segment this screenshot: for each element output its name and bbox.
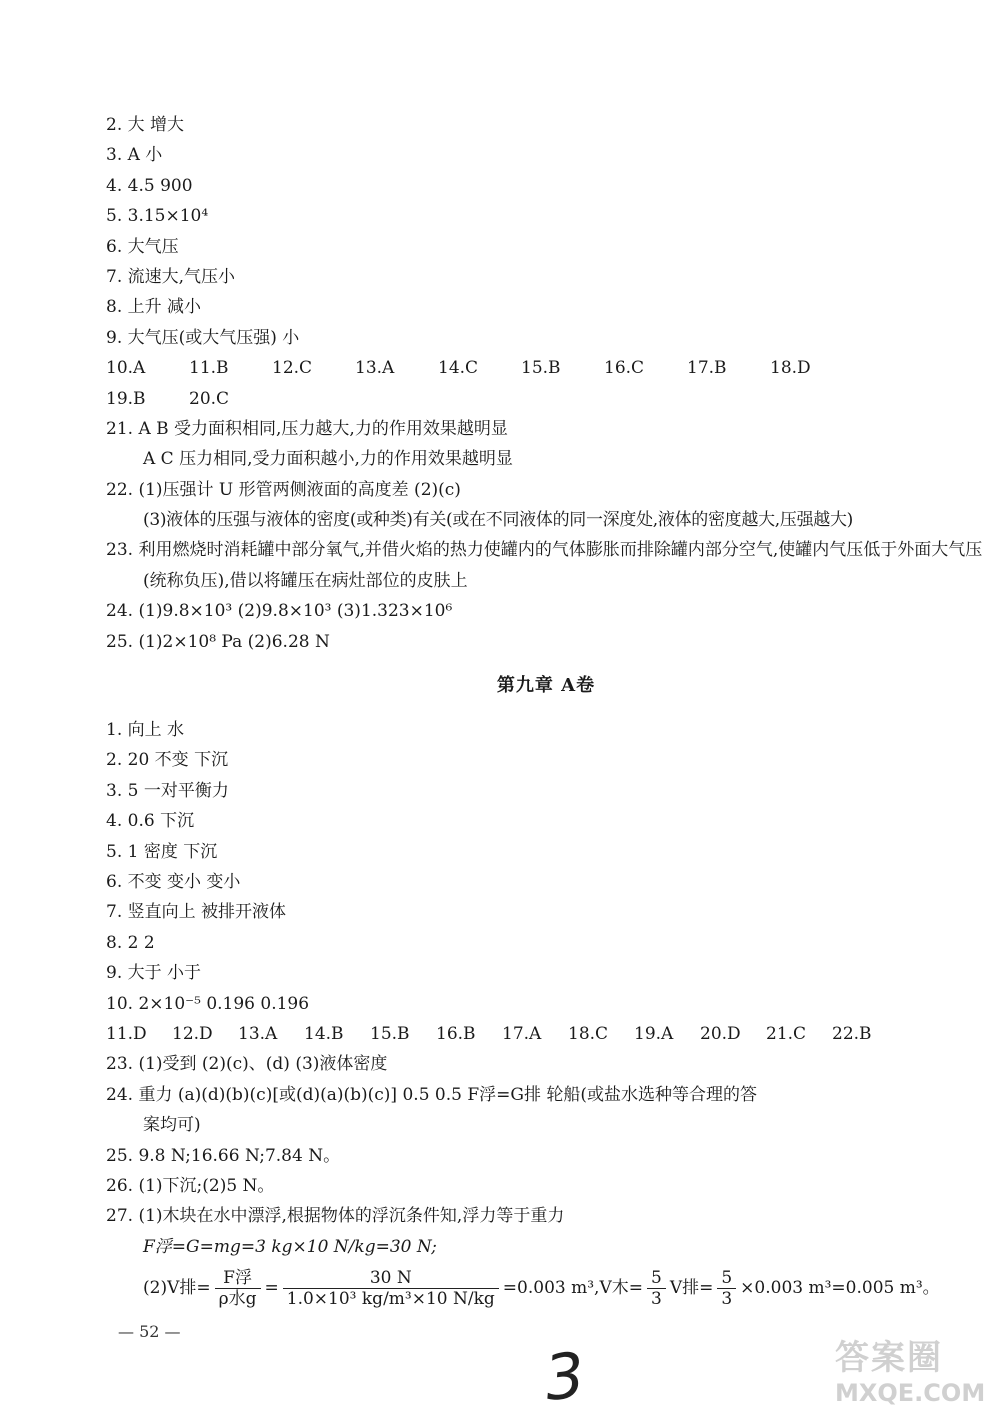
formula-text: ×0.003 m³=0.005 m³。: [740, 1278, 940, 1299]
handwritten-mark: 3: [541, 1338, 589, 1415]
choice-answer: 13.A: [238, 1023, 278, 1044]
choice-answer: 18.D: [770, 358, 811, 379]
choice-answer: 12.C: [272, 358, 313, 379]
fraction-denominator: 3: [650, 1289, 662, 1310]
choice-answer: 14.B: [304, 1023, 344, 1044]
answer-line: 7. 竖直向上 被排开液体: [106, 902, 287, 923]
choice-answer: 22.B: [832, 1023, 872, 1044]
fraction-numerator: F浮: [215, 1268, 261, 1289]
answer-line-continued: (3)液体的压强与液体的密度(或种类)有关(或在不同液体的同一深度处,液体的密度越大,压强越大): [143, 510, 854, 531]
watermark-logo: [835, 1330, 986, 1410]
formula-text: (2)V排=: [143, 1278, 211, 1299]
choice-answer: 11.D: [106, 1023, 147, 1044]
fraction: [215, 1268, 261, 1309]
fraction-numerator: 30 N: [283, 1268, 499, 1289]
fraction-numerator: 5: [647, 1268, 666, 1289]
answer-line: 25. 9.8 N;16.66 N;7.84 N。: [106, 1145, 341, 1166]
answer-line: 22. (1)压强计 U 形管两侧液面的高度差 (2)(c): [106, 479, 461, 500]
choice-answer: 15.B: [521, 358, 561, 379]
answer-line: 2. 20 不变 下沉: [106, 750, 229, 771]
choice-answer: 21.C: [766, 1023, 807, 1044]
choice-answer: 19.B: [106, 388, 146, 409]
answer-content: [106, 110, 986, 1314]
formula-text: V排=: [669, 1278, 714, 1299]
fraction: [283, 1268, 499, 1309]
answer-line: 24. 重力 (a)(d)(b)(c)[或(d)(a)(b)(c)] 0.5 0.5 F浮=G排 轮船(或盐水选种等合理的答: [106, 1084, 758, 1105]
answer-line: 10. 2×10⁻⁵ 0.196 0.196: [106, 993, 310, 1014]
answer-line: 3. 5 一对平衡力: [106, 780, 229, 801]
choice-answer: 16.C: [604, 358, 645, 379]
answer-line: 6. 大气压: [106, 236, 179, 257]
answer-line: 25. (1)2×10⁸ Pa (2)6.28 N: [106, 631, 330, 652]
answer-line: 2. 大 增大: [106, 115, 185, 135]
answer-line: 9. 大气压(或大气压强) 小: [106, 327, 300, 348]
answer-line: 7. 流速大,气压小: [106, 266, 236, 287]
fraction-denominator: ρ水g: [218, 1289, 257, 1310]
watermark-url: MXQE.COM: [835, 1379, 986, 1407]
choice-answer: 15.B: [370, 1023, 410, 1044]
answer-line: 27. (1)木块在水中漂浮,根据物体的浮沉条件知,浮力等于重力: [106, 1206, 565, 1227]
choice-answer: 10.A: [106, 358, 146, 379]
page-number: — 52 —: [118, 1322, 181, 1341]
answer-line: 24. (1)9.8×10³ (2)9.8×10³ (3)1.323×10⁶: [106, 601, 453, 622]
choice-answer: 20.D: [700, 1023, 741, 1044]
answer-line: 26. (1)下沉;(2)5 N。: [106, 1175, 275, 1196]
answer-line: 8. 上升 减小: [106, 297, 202, 318]
answer-line: 5. 1 密度 下沉: [106, 841, 218, 862]
choice-answer: 16.B: [436, 1023, 476, 1044]
answer-line-continued: 案均可): [143, 1115, 201, 1136]
choice-answer: 11.B: [189, 358, 229, 379]
answer-line: 21. A B 受力面积相同,压力越大,力的作用效果越明显: [106, 418, 508, 439]
choice-answers-row: [106, 384, 986, 414]
formula-text: =0.003 m³,V木=: [502, 1278, 643, 1299]
choice-answers-row: [106, 1019, 986, 1049]
answer-line: 6. 不变 变小 变小: [106, 872, 241, 893]
choice-answer: 13.A: [355, 358, 395, 379]
answer-line-continued: A C 压力相同,受力面积越小,力的作用效果越明显: [143, 449, 513, 470]
choice-answer: 17.A: [502, 1023, 542, 1044]
chapter-title: 第九章 A卷: [496, 675, 596, 697]
choice-answer: 17.B: [687, 358, 727, 379]
fraction-denominator: 1.0×10³ kg/m³×10 N/kg: [286, 1289, 495, 1310]
watermark-text: 答案圈: [835, 1338, 943, 1378]
choice-answer: 19.A: [634, 1023, 674, 1044]
answer-line: 9. 大于 小于: [106, 963, 202, 984]
choice-answers-row: [106, 353, 986, 383]
choice-answer: 14.C: [438, 358, 479, 379]
fraction: [647, 1268, 666, 1309]
fraction-numerator: 5: [717, 1268, 736, 1289]
answer-line: 5. 3.15×10⁴: [106, 206, 209, 227]
choice-answer: 18.C: [568, 1023, 609, 1044]
answer-line: 1. 向上 水: [106, 720, 185, 741]
answer-paragraph: 23. 利用燃烧时消耗罐中部分氧气,并借火焰的热力使罐内的气体膨胀而排除罐内部分空气,使罐内气压低于外面大气压(统称负压),借以将罐压在病灶部位的皮肤上: [106, 540, 983, 591]
formula-line: F浮=G=mg=3 kg×10 N/kg=30 N;: [143, 1236, 437, 1257]
answer-line: 3. A 小: [106, 145, 163, 166]
fraction-denominator: 3: [721, 1289, 733, 1310]
answer-line: 23. (1)受到 (2)(c)、(d) (3)液体密度: [106, 1054, 388, 1075]
answer-line: 8. 2 2: [106, 932, 155, 953]
formula-line: (2)V排= $\frac{\text{F浮}}{\text{ρ水g}}$ = $\frac{30 N}{\text{1.0×10³ kg/m³×10 N/kg}}$ =0.003 m³,V木= $\frac{5}{3}$ V排= $\frac{5}{3}$ ×0.003 m³=0.005 m³。: [143, 1268, 940, 1310]
fraction: [717, 1268, 736, 1309]
choice-answer: 12.D: [172, 1023, 213, 1044]
choice-answer: 20.C: [189, 388, 230, 409]
answer-line: 4. 4.5 900: [106, 175, 193, 196]
answer-line: 4. 0.6 下沉: [106, 811, 195, 832]
